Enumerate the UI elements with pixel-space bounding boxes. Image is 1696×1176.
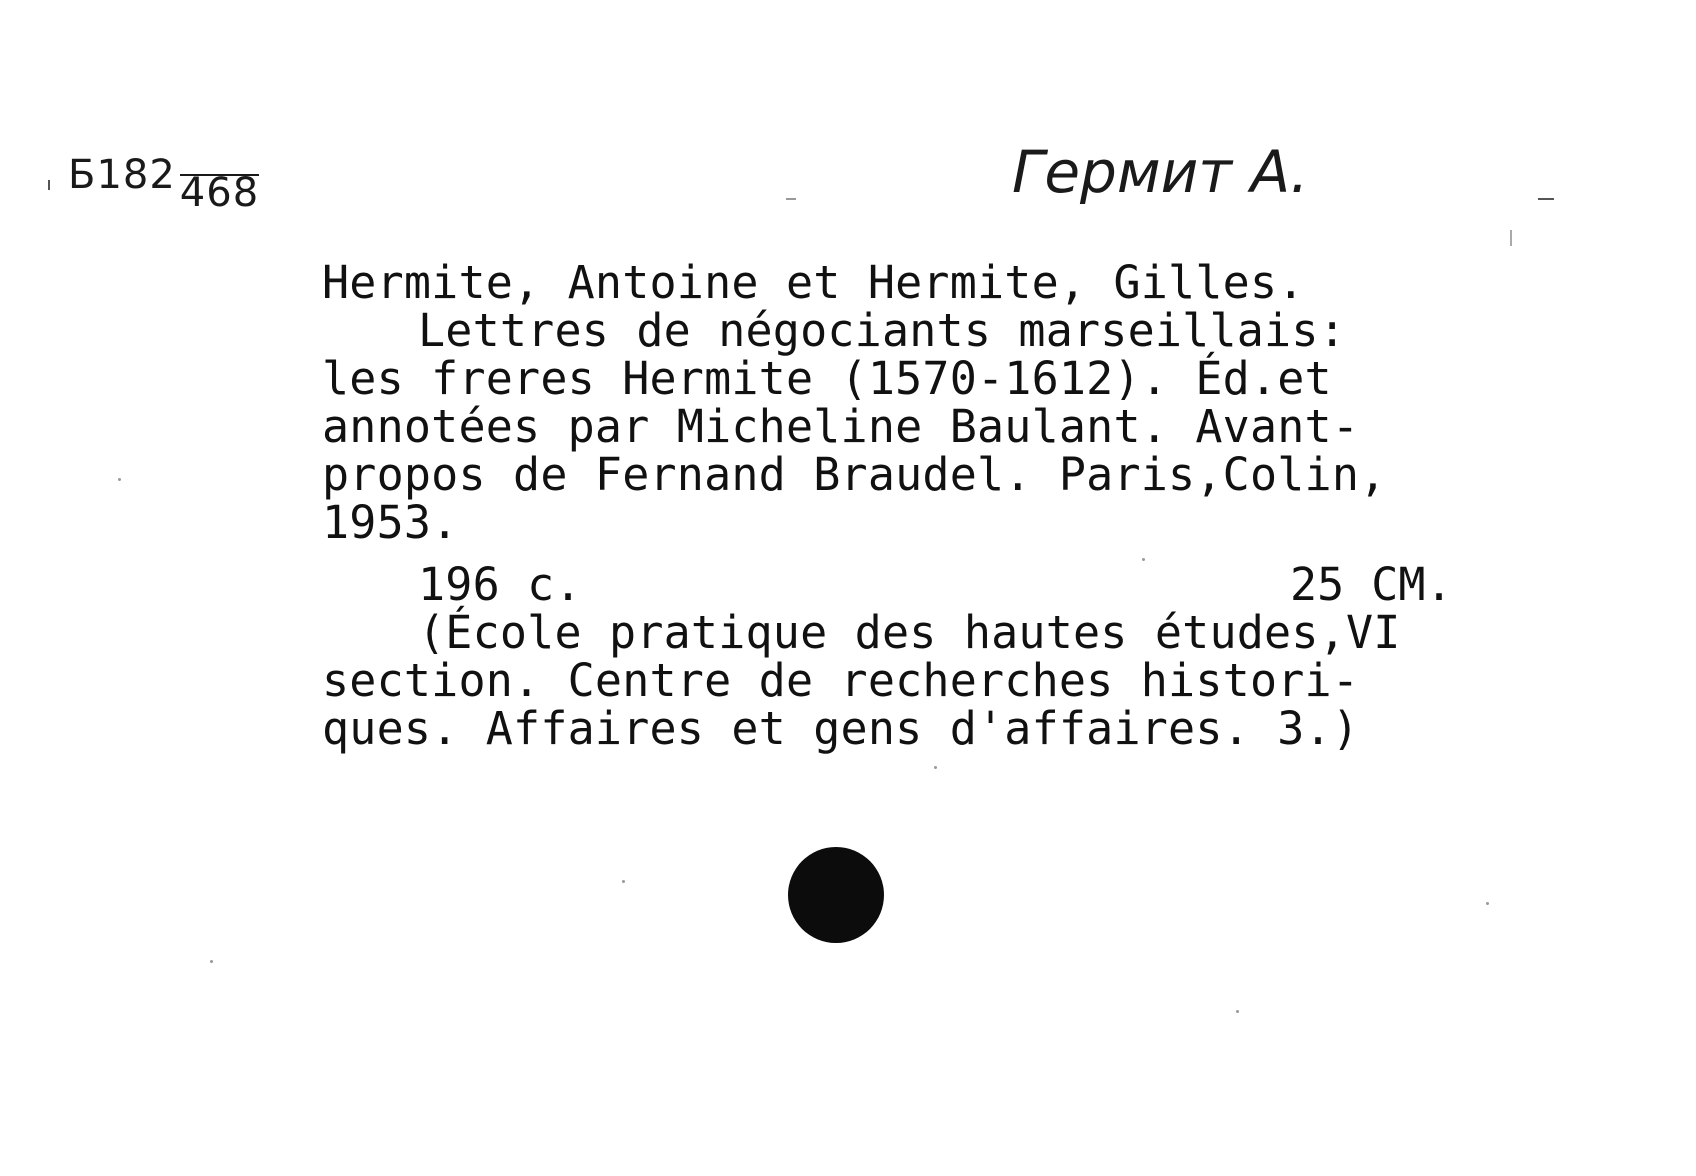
pagination: 196 c. — [418, 558, 582, 611]
series-line-1: (École pratique des hautes études,VI — [418, 606, 1401, 659]
paper-speck — [1142, 558, 1145, 561]
imprint-year-line: 1953. — [322, 496, 459, 549]
scan-mark — [786, 198, 796, 200]
paper-speck — [622, 880, 625, 883]
title-line-4: propos de Fernand Braudel. Paris,Colin, — [322, 448, 1387, 501]
series-line-3: ques. Affaires et gens d'affaires. 3.) — [322, 702, 1360, 755]
paper-speck — [118, 478, 121, 481]
shelf-mark-primary: Б182 — [68, 152, 176, 198]
scan-mark — [1538, 198, 1554, 200]
dimensions: 25 CM. — [1290, 558, 1453, 611]
title-line-1: Lettres de négociants marseillais: — [418, 304, 1346, 357]
shelf-mark — [68, 152, 260, 216]
shelf-mark-secondary: 468 — [179, 170, 260, 216]
paper-speck — [210, 960, 213, 963]
paper-speck — [1486, 902, 1489, 905]
series-line-2: section. Centre de recherches histori- — [322, 654, 1360, 707]
title-line-3: annotées par Micheline Baulant. Avant- — [322, 400, 1360, 453]
author-heading-handwritten: Гермит А. — [1012, 138, 1309, 206]
paper-speck — [1236, 1010, 1239, 1013]
scan-mark — [1510, 230, 1512, 246]
paper-speck — [934, 766, 937, 769]
punch-hole — [788, 847, 884, 943]
scan-mark — [48, 180, 50, 190]
title-line-2: les freres Hermite (1570-1612). Éd.et — [322, 352, 1332, 405]
author-line: Hermite, Antoine et Hermite, Gilles. — [322, 256, 1305, 309]
